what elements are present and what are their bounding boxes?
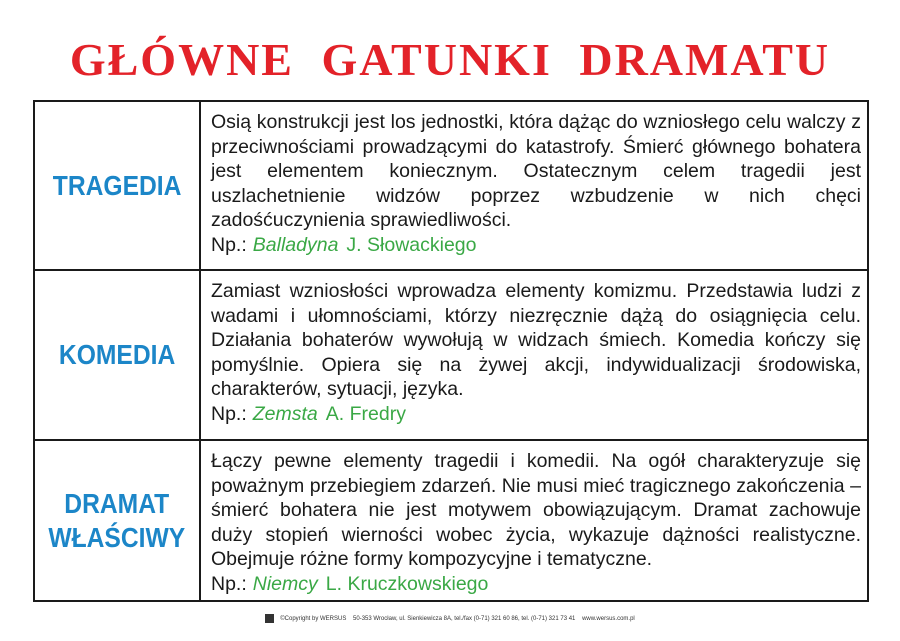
genre-label <box>35 441 201 600</box>
footer <box>0 614 900 623</box>
genre-name <box>49 487 186 555</box>
genre-description-cell <box>211 279 861 427</box>
example-prefix: Np.: <box>211 402 247 425</box>
example-author: J. Słowackiego <box>346 233 477 256</box>
example-work: Zemsta <box>252 402 318 425</box>
publisher-logo-icon <box>265 614 274 623</box>
genre-description-cell <box>211 449 861 597</box>
example-work: Balladyna <box>252 233 339 256</box>
example-author: A. Fredry <box>325 402 406 425</box>
genre-description: Zamiast wzniosłości wprowadza elementy komizmu. Przedstawia ludzi z wadami i ułomnościami, którzy niezręcznie dążą do osiągnięcia celu. Działania bohaterów wywołują w widzach śmiech. Komedia kończy się pomyślnie. Opiera się na żywej akcji, indywidualizacji środowiska, charakterów, sytuacji, języka. <box>211 280 861 401</box>
genre-example <box>211 572 861 597</box>
table-row-dramat-wlasciwy <box>35 441 867 600</box>
genre-name-line-2: WŁAŚCIWY <box>48 521 186 553</box>
genre-example <box>211 233 861 258</box>
genre-description: Łączy pewne elementy tragedii i komedii. Na ogół charakteryzuje się poważnym przebiegiem zdarzeń. Nie musi mieć tragicznego zakończenia – śmierć bohatera nie jest motywem obowiązującym. Dramat zachowuje duży stopień wierności wobec życia, wykazuje dążności realistyczne. Obejmuje różne formy kompozycyjne i tematyczne. <box>211 450 861 571</box>
genre-description-cell <box>211 110 861 258</box>
genre-name: TRAGEDIA <box>52 169 182 201</box>
genre-label <box>35 271 201 439</box>
footer-address: 50-353 Wrocław, ul. Sienkiewicza 8A, tel./fax (0-71) 321 60 86, tel. (0-71) 321 73 41 <box>353 616 576 623</box>
genre-example <box>211 402 861 427</box>
genre-name: KOMEDIA <box>58 339 176 370</box>
example-prefix: Np.: <box>211 572 247 595</box>
genre-name-line-1: DRAMAT <box>64 487 170 519</box>
genres-table <box>33 100 869 602</box>
footer-website[interactable]: www.wersus.com.pl <box>582 616 635 623</box>
example-author: L. Kruczkowskiego <box>325 572 489 595</box>
table-row-komedia <box>35 271 867 441</box>
genre-description: Osią konstrukcji jest los jednostki, która dążąc do wzniosłego celu walczy z przeciwnościami prowadzącymi do katastrofy. Śmierć głównego bohatera jest elementem koniecznym. Ostatecznym celem tragedii jest uszlachetnienie widzów poprzez wzbudzenie w nich chęci zadośćuczynienia sprawiedliwości. <box>211 111 861 232</box>
page-title: GŁÓWNE GATUNKI DRAMATU <box>69 34 831 85</box>
example-work: Niemcy <box>252 572 318 595</box>
example-prefix: Np.: <box>211 233 247 256</box>
genre-label <box>35 102 201 269</box>
table-row-tragedia <box>35 102 867 271</box>
footer-copyright: ©Copyright by WERSUS <box>280 616 347 623</box>
